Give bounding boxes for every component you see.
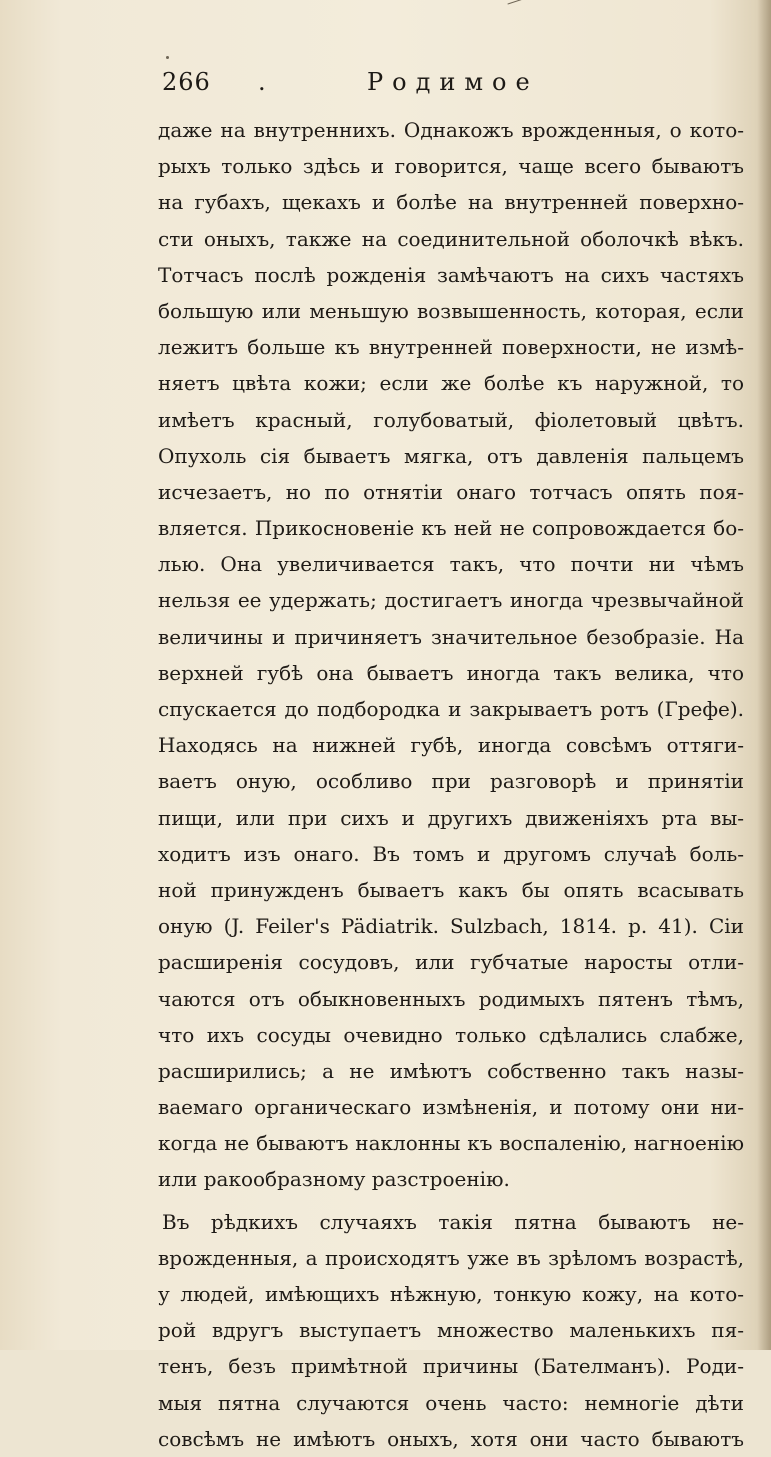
text-line: расширенія сосудовъ, или губчатые наросты отли- (158, 950, 744, 975)
text-line: исчезаетъ, но по отнятіи онаго тотчасъ опять поя- (158, 479, 744, 504)
text-line: няетъ цвѣта кожи; если же болѣе къ наружной, то (158, 371, 744, 396)
text-line: когда не бываютъ наклонны къ воспаленію, нагноенію (158, 1131, 744, 1156)
ink-mark (507, 0, 530, 10)
text-line: нельзя ее удержать; достигаетъ иногда чрезвычайной (158, 588, 744, 613)
text-line: лежитъ больше къ внутренней поверхности, не измѣ- (158, 335, 744, 360)
page-number: 266 (162, 68, 211, 96)
text-line: вляется. Прикосновеніе къ ней не сопровождается бо- (158, 516, 744, 541)
text-line: лью. Она увеличивается такъ, что почти ни чѣмъ (158, 552, 744, 577)
text-line: ходитъ изъ онаго. Въ томъ и другомъ случаѣ боль- (158, 841, 744, 866)
page-edge-shadow (757, 0, 771, 1350)
text-line: ной принужденъ бываетъ какъ бы опять всасывать (158, 877, 744, 902)
text-line: врожденныя, а происходятъ уже въ зрѣломъ возрастѣ, (158, 1245, 744, 1270)
text-line: верхней губѣ она бываетъ иногда такъ велика, что (158, 660, 744, 685)
text-line: у людей, имѣющихъ нѣжную, тонкую кожу, на кото- (158, 1282, 744, 1306)
text-line: Находясь на нижней губѣ, иногда совсѣмъ оттяги- (158, 733, 744, 758)
text-line: большую или меньшую возвышенность, которая, если (158, 298, 744, 323)
text-line: сти оныхъ, также на соединительной оболочкѣ вѣкъ. (158, 226, 744, 251)
header-dot: . (258, 68, 266, 96)
text-line: Тотчасъ послѣ рожденія замѣчаютъ на сихъ частяхъ (158, 262, 744, 287)
text-line: даже на внутреннихъ. Однакожъ врожденныя, о кото- (158, 118, 744, 142)
text-line: имѣетъ красный, голубоватый, фіолетовый цвѣтъ. (158, 407, 744, 432)
page-header (162, 68, 740, 102)
text-line: чаются отъ обыкновенныхъ родимыхъ пятенъ тѣмъ, (158, 986, 744, 1011)
text-line: ваемаго органическаго измѣненія, и потому они ни- (158, 1095, 744, 1120)
text-line: оную (J. Feiler's Pädiatrik. Sulzbach, 1814. p. 41). Сіи (158, 914, 744, 939)
text-line: что ихъ сосуды очевидно только сдѣлались слабже, (158, 1022, 744, 1047)
text-line: совсѣмъ не имѣютъ оныхъ, хотя они часто бываютъ (158, 1426, 744, 1451)
text-line: Въ рѣдкихъ случаяхъ такія пятна бываютъ не- (162, 1209, 744, 1234)
text-line: ваетъ оную, особливо при разговорѣ и принятіи (158, 769, 744, 794)
text-line: Опухоль сія бываетъ мягка, отъ давленія пальцемъ (158, 443, 744, 468)
ink-speck (166, 56, 169, 59)
text-line: или ракообразному разстроенію. (158, 1167, 510, 1192)
text-line: расширились; а не имѣютъ собственно такъ назы- (158, 1058, 744, 1083)
text-line: на губахъ, щекахъ и болѣе на внутренней поверхно- (158, 190, 744, 215)
running-title: Родимое (367, 68, 539, 96)
text-line: тенъ, безъ примѣтной причины (Бателманъ). Роди- (158, 1354, 744, 1379)
text-line: мыя пятна случаются очень часто: немногіе дѣти (158, 1390, 744, 1415)
text-line: величины и причиняетъ значительное безобразіе. На (158, 624, 744, 649)
body-text (158, 112, 744, 1457)
text-line: спускается до подбородка и закрываетъ ротъ (Грефе). (158, 697, 744, 721)
text-line: рыхъ только здѣсь и говорится, чаще всего бываютъ (158, 154, 744, 179)
text-line: пищи, или при сихъ и другихъ движеніяхъ рта вы- (158, 805, 744, 830)
text-line: рой вдругъ выступаетъ множество маленькихъ пя- (158, 1318, 744, 1343)
